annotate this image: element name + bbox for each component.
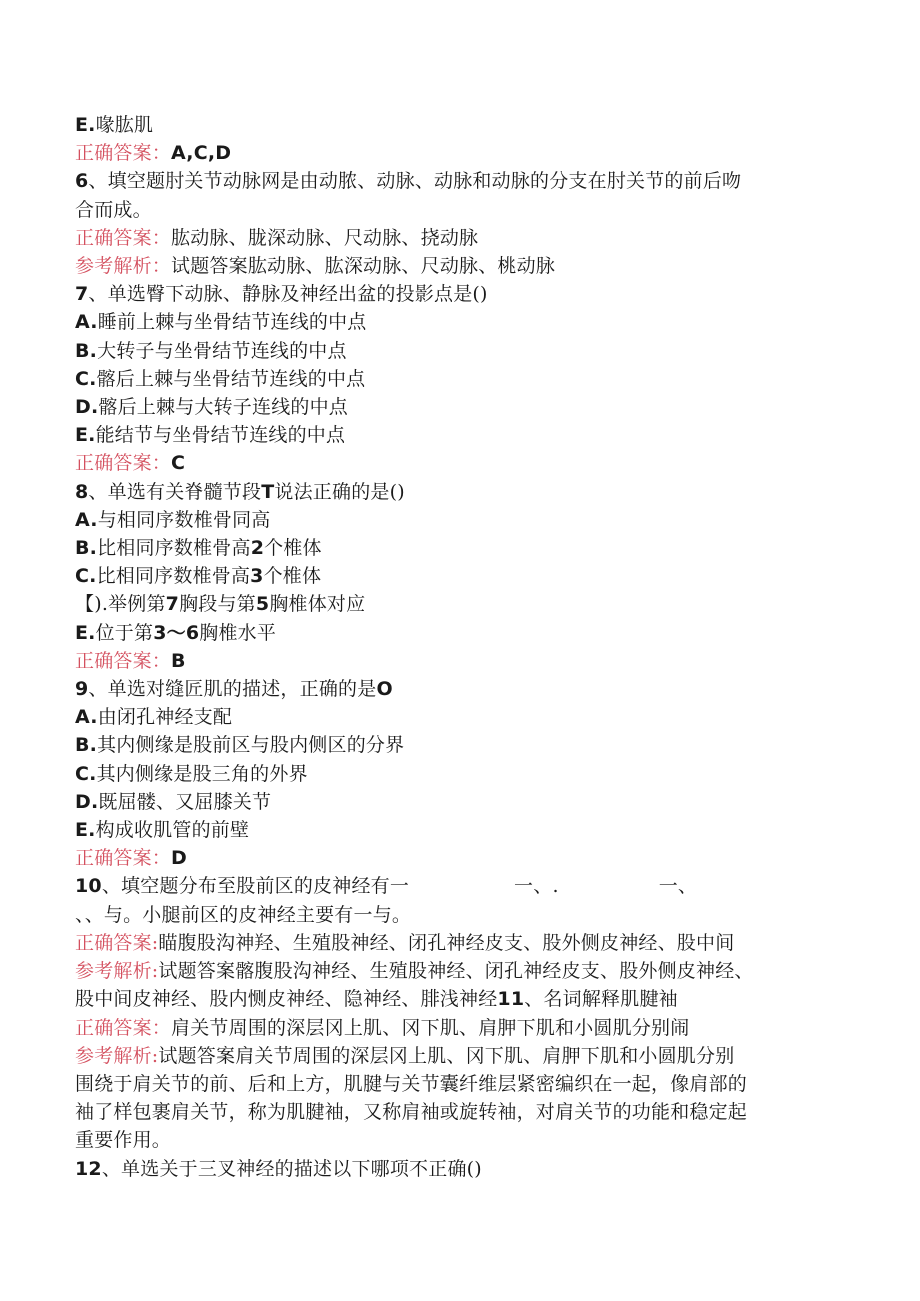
answer-line <box>75 1014 835 1042</box>
analysis-continuation: 重要作用。 <box>75 1129 172 1152</box>
analysis-line <box>75 1042 835 1070</box>
analysis-continuation: 袖了样包裹肩关节，称为肌腱袖，又称肩袖或旋转袖，对肩关节的功能和稳定起 <box>75 1101 748 1124</box>
option-c: C.其内侧缘是股三角的外界 <box>75 762 308 785</box>
option-a: A.睡前上棘与坐骨结节连线的中点 <box>75 311 367 334</box>
answer-value: 肩关节周围的深层冈上肌、冈下肌、肩胛下肌和小圆肌分别闹 <box>171 1016 690 1039</box>
analysis-line <box>75 252 835 280</box>
answer-label: 正确答案： <box>75 142 172 165</box>
option-b: B.大转子与坐骨结节连线的中点 <box>75 339 347 362</box>
answer-value: 瞄腹股沟神羟、生殖股神经、闭孔神经皮支、股外侧皮神经、股中间 <box>158 931 735 954</box>
option-a: A.由闭孔神经支配 <box>75 706 233 729</box>
option-c: C.髂后上棘与坐骨结节连线的中点 <box>75 367 366 390</box>
answer-label: 正确答案： <box>75 847 172 870</box>
analysis-continuation: 围绕于肩关节的前、后和上方，肌腱与关节囊纤维层紧密编织在一起，像肩部的 <box>75 1072 748 1095</box>
answer-line <box>75 844 835 872</box>
question-10-line-2: 、、与。小腿前区的皮神经主要有一与。 <box>75 903 412 926</box>
analysis-label: 参考解析： <box>75 255 172 278</box>
option-c: C.比相同序数椎骨高3个椎体 <box>75 565 322 588</box>
answer-line <box>75 139 835 167</box>
answer-label: 正确答案： <box>75 226 172 249</box>
analysis-text: 试题答案肩关节周围的深层冈上肌、冈下肌、肩胛下肌和小圆肌分别 <box>158 1044 735 1067</box>
answer-value: 肱动脉、胧深动脉、尺动脉、挠动脉 <box>171 226 479 249</box>
option-d: D.既屈髅、又屈膝关节 <box>75 790 272 813</box>
analysis-continuation: 股中间皮神经、股内恻皮神经、隐神经、腓浅神经11、名词解释肌腱袖 <box>75 988 678 1011</box>
answer-label: 正确答案: <box>75 931 159 954</box>
answer-value: A,C,D <box>171 142 232 165</box>
analysis-label: 参考解析: <box>75 960 159 983</box>
question-9: 9、单选对缝匠肌的描述，正确的是O <box>75 678 393 701</box>
analysis-text: 试题答案肱动脉、肱深动脉、尺动脉、桃动脉 <box>171 255 556 278</box>
answer-line <box>75 929 835 957</box>
analysis-label: 参考解析: <box>75 1044 159 1067</box>
answer-value: C <box>171 452 186 475</box>
question-12: 12、单选关于三叉神经的描述以下哪项不正确() <box>75 1157 482 1180</box>
question-10: 10、填空题分布至股前区的皮神经有一 一、. 一、 <box>75 875 698 898</box>
question-6: 6、填空题肘关节动脉网是由动脓、动脉、动脉和动脉的分支在肘关节的前后吻 <box>75 170 742 193</box>
option-d: D.髂后上棘与大转子连线的中点 <box>75 396 348 419</box>
option-e: E.喙肱肌 <box>75 114 154 136</box>
question-7: 7、单选臀下动脉、静脉及神经出盆的投影点是() <box>75 283 488 306</box>
analysis-text: 试题答案髂腹股沟神经、生殖股神经、闭孔神经皮支、股外侧皮神经、 <box>158 960 754 983</box>
question-6-line-2: 合而成。 <box>75 198 152 221</box>
answer-label: 正确答案： <box>75 1016 172 1039</box>
option-e: E.能结节与坐骨结节连线的中点 <box>75 424 346 447</box>
answer-value: D <box>171 847 187 870</box>
answer-label: 正确答案： <box>75 649 172 672</box>
option-a: A.与相同序数椎骨同高 <box>75 508 271 531</box>
option-b: B.其内侧缘是股前区与股内侧区的分界 <box>75 734 405 757</box>
answer-line <box>75 647 835 675</box>
option-e: E.构成收肌管的前壁 <box>75 819 250 842</box>
option-d: 【).举例第7胸段与第5胸椎体对应 <box>75 593 366 616</box>
option-e: E.位于第3～6胸椎水平 <box>75 621 277 644</box>
answer-line <box>75 449 835 477</box>
question-8: 8、单选有关脊髓节段T说法正确的是() <box>75 480 405 503</box>
analysis-line <box>75 957 835 985</box>
document-page <box>75 111 835 1183</box>
answer-line <box>75 224 835 252</box>
option-b: B.比相同序数椎骨高2个椎体 <box>75 537 322 560</box>
answer-value: B <box>171 649 186 672</box>
answer-label: 正确答案： <box>75 452 172 475</box>
